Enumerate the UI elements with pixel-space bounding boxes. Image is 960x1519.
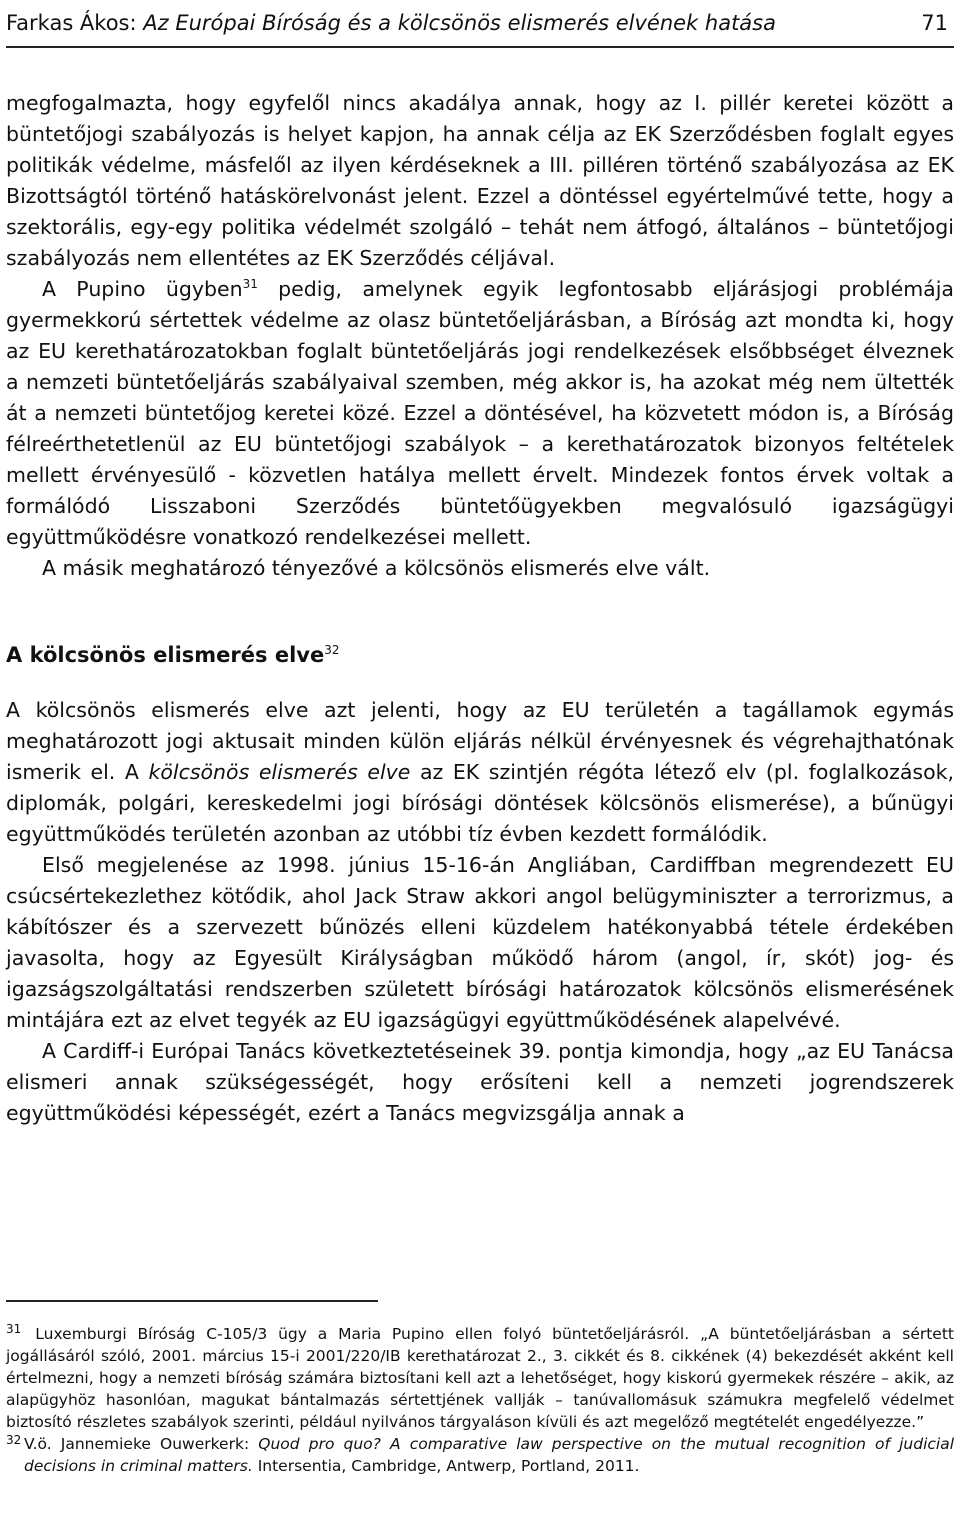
footnote-ref-32[interactable]: 32 — [324, 643, 340, 657]
footnote-number: 31 — [6, 1322, 22, 1336]
header-author: Farkas Ákos: — [6, 11, 144, 35]
paragraph-text: az EK szintjén régóta létező elv (pl. foglalkozások, diplomák, polgári, kereskedelmi jogi bírósági döntések kölcsönös elismerése), a bűnügyi együttműködés területén azonban az utóbbi tíz évben kezdett formálódik. — [6, 760, 955, 846]
paragraph-text: A kölcsönös elismerés elve azt jelenti, hogy az EU területén a tagállamok egymás meghatározott jogi aktusait minden külön eljárás nélkül érvényesnek és végrehajthatónak ismerik el. A — [6, 698, 954, 784]
page-number: 71 — [921, 11, 948, 35]
footnote-31 — [6, 1318, 954, 1433]
body-text — [6, 88, 954, 1129]
section-heading-text: A kölcsönös elismerés elve — [6, 643, 325, 667]
paragraph: A másik meghatározó tényezővé a kölcsönös elismerés elve vált. — [42, 556, 711, 580]
paragraph — [6, 695, 954, 850]
footnote-ref-31[interactable]: 31 — [242, 277, 258, 292]
footnote-italic-text: Quod pro quo? A comparative law perspective on the mutual recognition of judicial decisions in criminal matters. — [24, 1435, 955, 1476]
footnote-number: 32 — [6, 1433, 22, 1448]
footnote-32 — [6, 1433, 954, 1477]
footnote-text: Intersentia, Cambridge, Antwerp, Portland, 2011. — [252, 1457, 640, 1476]
footnote-text: V.ö. Jannemieke Ouwerkerk: — [24, 1435, 259, 1454]
paragraph-text: A Pupino ügyben — [42, 277, 243, 301]
header-rule — [6, 46, 954, 48]
footnote-rule — [6, 1300, 378, 1302]
paragraph: Első megjelenése az 1998. június 15-16-án Angliában, Cardiffban megrendezett EU csúcsértekezlethez kötődik, ahol Jack Straw akkori angol belügyminiszter a terrorizmus, a kábítószer és a szervezett bűnözés elleni küzdelem hatékonyabbá tétele érdekében javasolta, hogy az Egyesült Királyságban működő három (angol, ír, skót) jog- és igazságszolgáltatási rendszerben született bírósági határozatok kölcsönös elismerésének mintájára ezt az elvet tegyék az EU igazságügyi együttműködésének alapelvévé. — [6, 853, 954, 1032]
section-heading — [6, 640, 954, 671]
footnotes — [6, 1318, 954, 1477]
emphasis-text: kölcsönös elismerés elve — [148, 760, 411, 784]
running-header — [6, 6, 952, 40]
paragraph: megfogalmazta, hogy egyfelől nincs akadálya annak, hogy az I. pillér keretei között a büntetőjogi szabályozás is helyet kapjon, ha annak célja az EK Szerződésben foglalt egyes politikák védelme, másfelől az ilyen kérdéseknek a III. pilléren történő szabályozása az EK Bizottságtól történő hatáskörelvonást jelent. Ezzel a döntéssel egyértelművé tette, hogy a szektorális, egy-egy politika védelmét szolgáló – tehát nem átfogó, általános – büntetőjogi szabályozás nem ellentétes az EK Szerződés céljával. — [6, 91, 954, 270]
header-title: Az Európai Bíróság és a kölcsönös elismerés elvének hatása — [143, 11, 776, 35]
paragraph-text: pedig, amelynek egyik legfontosabb eljárásjogi problémája gyermekkorú sértettek védelme az olasz büntetőeljárásban, a Bíróság azt mondta ki, hogy az EU kerethatározatokban foglalt büntetőeljárás jogi rendelkezések elsőbbséget élveznek a nemzeti büntetőeljárás szabályaival szemben, még akkor is, ha azokat még nem ültették át a nemzeti büntetőjog keretei közé. Ezzel a döntésével, ha közvetett módon is, a Bíróság félreérthetetlenül az EU büntetőjogi szabályok – a kerethatározatok bizonyos feltételek mellett érvényesülő - közvetlen hatálya mellett érvelt. Mindezek fontos érvek voltak a formálódó Lisszaboni Szerződés büntetőügyekben megvalósuló igazságügyi együttműködésre vonatkozó rendelkezései mellett. — [6, 277, 954, 549]
paragraph: A Cardiff-i Európai Tanács következtetéseinek 39. pontja kimondja, hogy „az EU Tanácsa elismeri annak szükségességét, hogy erősíteni kell a nemzeti jogrendszerek együttműködési képességét, ezért a Tanács megvizsgálja annak a — [6, 1039, 954, 1125]
paragraph — [6, 274, 954, 553]
footnote-text: Luxemburgi Bíróság C-105/3 ügy a Maria Pupino ellen folyó büntetőeljárásról. „A büntetőeljárásban a sértett jogállásáról szóló, 2001. március 15-i 2001/220/IB kerethatározat 2., 3. cikkét és 8. cikkének (4) bekezdését akként kell értelmezni, hogy a nemzeti bíróság számára biztosítani kell azt a lehetőséget, hogy kiskorú gyermekek részére – akik, az alapügyhöz hasonlóan, magukat bántalmazás sértettjének vallják – tanúvallomásuk számukra megfelelő védelmet biztosító részletes szabályok szerinti, például nyilvános tárgyaláson kívüli és azt megelőző megtételét engedélyezze.” — [6, 1325, 954, 1432]
